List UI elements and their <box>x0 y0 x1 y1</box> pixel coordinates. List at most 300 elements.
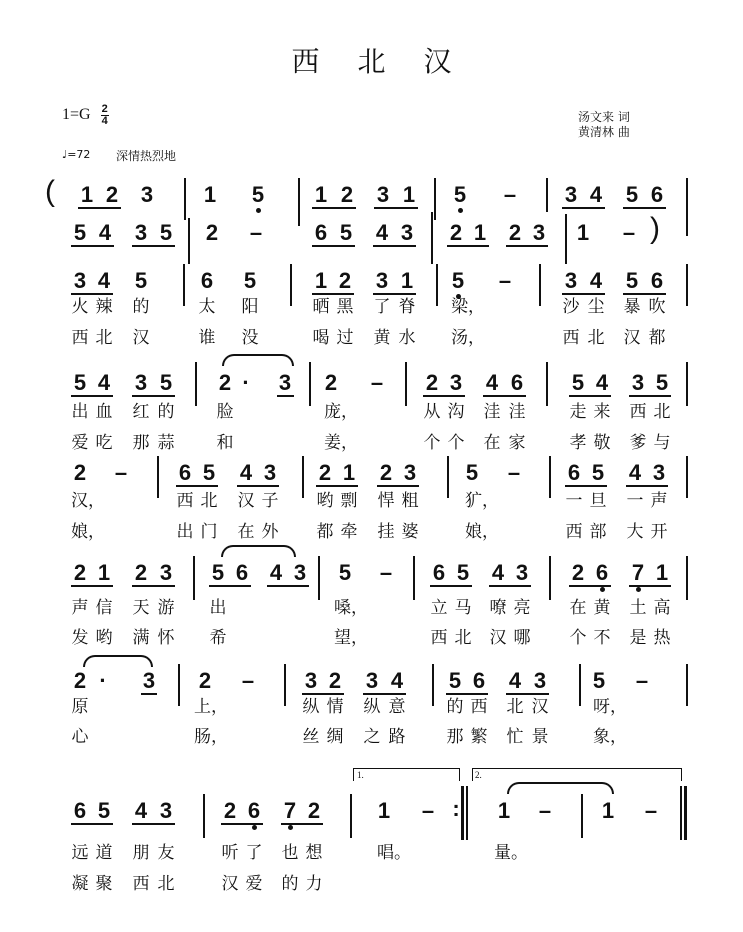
lyric-syllable: 出 <box>176 522 194 542</box>
lyric-syllable: 肠， <box>194 727 228 747</box>
underline-beam <box>506 693 549 695</box>
lyric-syllable: 满 <box>132 628 150 648</box>
lyric-syllable: 西 <box>629 402 647 422</box>
lyric-syllable: 门 <box>200 522 218 542</box>
bar-line <box>686 264 688 306</box>
underline-beam <box>506 245 548 247</box>
lyric-syllable: 是 <box>629 628 647 648</box>
underline-beam <box>78 207 121 209</box>
underline-beam <box>71 823 113 825</box>
underline-beam <box>132 245 175 247</box>
jianpu-note: 6 <box>235 560 249 585</box>
lyric-syllable: 与 <box>653 433 671 453</box>
jianpu-note: 3 <box>400 220 414 245</box>
jianpu-note: 5 <box>243 268 257 293</box>
underline-beam <box>629 585 671 587</box>
lyric-syllable: 都 <box>316 522 334 542</box>
jianpu-note: 6 <box>314 220 328 245</box>
underline-beam <box>430 585 472 587</box>
jianpu-note: – <box>421 798 435 823</box>
lyric-syllable: 喝 <box>312 328 330 348</box>
lyric-syllable: 绸 <box>326 727 344 747</box>
jianpu-note: 4 <box>239 460 253 485</box>
jianpu-note: 2 <box>134 560 148 585</box>
expression-mark: 深情热烈地 <box>116 149 177 163</box>
lyric-syllable: 蒜 <box>157 433 175 453</box>
bar-line <box>184 178 186 220</box>
jianpu-note: 5 <box>211 560 225 585</box>
key-label: 1=G <box>62 106 91 124</box>
lyric-syllable: 发 <box>71 628 89 648</box>
lyric-syllable: 的 <box>281 874 299 894</box>
jianpu-note: 1 <box>377 798 391 823</box>
time-denominator: 4 <box>101 115 108 127</box>
lyric-syllable: 黄 <box>593 598 611 618</box>
bar-line <box>405 362 407 406</box>
underline-beam <box>623 207 666 209</box>
underline-beam <box>562 293 605 295</box>
underline-beam <box>221 823 263 825</box>
jianpu-note: 6 <box>472 668 486 693</box>
jianpu-note: 6 <box>567 460 581 485</box>
jianpu-note: 3 <box>652 460 666 485</box>
bar-line <box>565 214 567 264</box>
jianpu-note: 2 <box>425 370 439 395</box>
jianpu-note: 3 <box>293 560 307 585</box>
lyric-syllable: 西 <box>430 628 448 648</box>
lyric-syllable: 子 <box>261 491 279 511</box>
lyric-syllable: 的 <box>446 697 464 717</box>
underline-beam <box>363 693 406 695</box>
jianpu-note: 3 <box>532 220 546 245</box>
lyric-syllable: 土 <box>629 598 647 618</box>
underline-beam <box>312 207 356 209</box>
jianpu-note: – <box>114 460 128 485</box>
bar-line <box>579 664 581 706</box>
lyric-syllable: 一 <box>626 491 644 511</box>
underline-beam <box>71 293 113 295</box>
jianpu-note: 1 <box>342 460 356 485</box>
lyric-syllable: 高 <box>653 598 671 618</box>
final-bar-thin <box>680 786 682 840</box>
jianpu-note: 5 <box>655 370 669 395</box>
lyric-syllable: 娘， <box>465 522 499 542</box>
jianpu-note: 4 <box>134 798 148 823</box>
jianpu-note: 6 <box>595 560 609 585</box>
lyric-syllable: 西 <box>176 491 194 511</box>
lyric-syllable: 在 <box>237 522 255 542</box>
underline-beam <box>132 395 175 397</box>
lyric-syllable: 吹 <box>648 297 666 317</box>
lyric-syllable: 听 <box>221 843 239 863</box>
low-octave-dot <box>636 587 641 592</box>
lyric-syllable: 西 <box>132 874 150 894</box>
underline-beam <box>312 293 354 295</box>
lyricist-credit: 汤文来 词 <box>578 110 630 124</box>
jianpu-note: 1 <box>402 182 416 207</box>
lyric-syllable: 路 <box>388 727 406 747</box>
low-octave-dot <box>256 208 261 213</box>
jianpu-note: 2 <box>449 220 463 245</box>
bar-line <box>546 178 548 212</box>
jianpu-note: 5 <box>456 560 470 585</box>
jianpu-note: 3 <box>278 370 292 395</box>
lyric-syllable: 了 <box>245 843 263 863</box>
bar-line <box>549 556 551 600</box>
jianpu-note: – <box>498 268 512 293</box>
jianpu-note: – <box>644 798 658 823</box>
lyric-syllable: 牵 <box>340 522 358 542</box>
underline-beam <box>374 207 418 209</box>
underline-beam <box>209 585 251 587</box>
bar-line <box>318 556 320 600</box>
jianpu-note: 2 <box>508 220 522 245</box>
lyric-syllable: 北 <box>95 328 113 348</box>
lyric-syllable: 汉 <box>623 328 641 348</box>
jianpu-note: 3 <box>403 460 417 485</box>
lyric-syllable: 信 <box>95 598 113 618</box>
bar-line <box>290 264 292 306</box>
repeat-colon: : <box>452 796 460 821</box>
jianpu-note: 6 <box>432 560 446 585</box>
lyric-syllable: 北 <box>157 874 175 894</box>
jianpu-note: – <box>507 460 521 485</box>
lyric-syllable: 梁， <box>451 297 485 317</box>
lyric-syllable: 血 <box>95 402 113 422</box>
jianpu-note: 3 <box>263 460 277 485</box>
lyric-syllable: 北 <box>506 697 524 717</box>
jianpu-note: 2 <box>324 370 338 395</box>
lyric-syllable: 的 <box>157 402 175 422</box>
lyric-syllable: 洼 <box>508 402 526 422</box>
lyric-syllable: 个 <box>447 433 465 453</box>
jianpu-note: 5 <box>73 220 87 245</box>
tempo-mark: ♩=72 <box>62 148 91 161</box>
lyric-syllable: 暴 <box>623 297 641 317</box>
jianpu-note: 4 <box>485 370 499 395</box>
bar-line <box>546 362 548 406</box>
lyric-syllable: 都 <box>648 328 666 348</box>
lyric-syllable: 忙 <box>506 727 524 747</box>
tie-arc <box>221 545 296 557</box>
underline-beam <box>373 293 416 295</box>
lyric-syllable: 了 <box>373 297 391 317</box>
lyric-syllable: 西 <box>562 328 580 348</box>
lyric-syllable: 丝 <box>302 727 320 747</box>
lyric-syllable: 嗓， <box>334 598 368 618</box>
low-octave-dot <box>458 208 463 213</box>
jianpu-note: 4 <box>628 460 642 485</box>
jianpu-note: 5 <box>251 182 265 207</box>
bar-line <box>549 456 551 498</box>
jianpu-note: 3 <box>159 560 173 585</box>
low-octave-dot <box>288 825 293 830</box>
underline-beam <box>629 395 671 397</box>
lyric-syllable: 纵 <box>302 697 320 717</box>
tie-arc <box>222 354 294 366</box>
bar-line <box>434 178 436 220</box>
lyric-syllable: 不 <box>593 628 611 648</box>
jianpu-note: 4 <box>589 268 603 293</box>
lyric-syllable: 没 <box>241 328 259 348</box>
jianpu-note: 5 <box>625 268 639 293</box>
underline-beam <box>569 585 611 587</box>
lyric-syllable: 从 <box>423 402 441 422</box>
lyric-syllable: 游 <box>157 598 175 618</box>
jianpu-note: 5 <box>592 668 606 693</box>
close-paren: ) <box>650 212 660 245</box>
jianpu-note: 4 <box>390 668 404 693</box>
jianpu-note: 3 <box>134 220 148 245</box>
jianpu-note: 1 <box>203 182 217 207</box>
jianpu-note: 3 <box>159 798 173 823</box>
jianpu-note: – <box>241 668 255 693</box>
lyric-syllable: 娘， <box>71 522 105 542</box>
jianpu-note: 7 <box>631 560 645 585</box>
bar-line <box>284 664 286 706</box>
lyric-syllable: 火 <box>71 297 89 317</box>
lyric-syllable: 水 <box>398 328 416 348</box>
lyric-syllable: 聚 <box>95 874 113 894</box>
jianpu-note: – <box>379 560 393 585</box>
jianpu-note: · <box>99 668 107 693</box>
underline-beam <box>623 293 666 295</box>
lyric-syllable: 心 <box>71 727 89 747</box>
lyric-syllable: 尘 <box>587 297 605 317</box>
lyric-syllable: 想 <box>305 843 323 863</box>
lyric-syllable: 外 <box>261 522 279 542</box>
jianpu-note: 3 <box>631 370 645 395</box>
lyric-syllable: 汉 <box>221 874 239 894</box>
jianpu-note: 2 <box>318 460 332 485</box>
lyric-syllable: 原 <box>71 697 89 717</box>
jianpu-note: – <box>622 220 636 245</box>
lyric-syllable: 象， <box>593 727 627 747</box>
time-numerator: 2 <box>101 103 108 115</box>
open-paren: ( <box>45 175 55 208</box>
bar-line <box>686 362 688 406</box>
lyric-syllable: 走 <box>569 402 587 422</box>
jianpu-note: 2 <box>307 798 321 823</box>
jianpu-note: 7 <box>283 798 297 823</box>
lyric-syllable: 西 <box>71 328 89 348</box>
lyric-syllable: 景 <box>531 727 549 747</box>
final-bar-thick <box>684 786 687 840</box>
lyric-syllable: 也 <box>281 843 299 863</box>
song-title: 西北汉 <box>291 45 490 78</box>
lyric-syllable: 粗 <box>401 491 419 511</box>
lyric-syllable: 朋 <box>132 843 150 863</box>
jianpu-note: 2 <box>328 668 342 693</box>
underline-beam <box>71 395 113 397</box>
jianpu-note: 4 <box>375 220 389 245</box>
lyric-syllable: 个 <box>569 628 587 648</box>
volta-bracket-2 <box>472 768 682 781</box>
jianpu-note: 5 <box>73 370 87 395</box>
underline-beam <box>483 395 526 397</box>
bar-line <box>686 456 688 498</box>
jianpu-note: – <box>635 668 649 693</box>
lyric-syllable: 马 <box>454 598 472 618</box>
bar-line <box>309 362 311 406</box>
jianpu-note: 6 <box>73 798 87 823</box>
bar-line <box>203 794 205 838</box>
jianpu-note: 3 <box>365 668 379 693</box>
jianpu-note: 6 <box>178 460 192 485</box>
underline-beam <box>267 585 309 587</box>
lyric-syllable: 晒 <box>312 297 330 317</box>
jianpu-note: 4 <box>97 370 111 395</box>
lyric-syllable: 那 <box>446 727 464 747</box>
jianpu-note: 4 <box>97 268 111 293</box>
lyric-syllable: 黑 <box>336 297 354 317</box>
jianpu-note: 1 <box>497 798 511 823</box>
lyric-syllable: 凝 <box>71 874 89 894</box>
lyric-syllable: 希 <box>209 628 227 648</box>
lyric-syllable: 上， <box>194 697 228 717</box>
jianpu-note: 2 <box>105 182 119 207</box>
bar-line <box>157 456 159 498</box>
lyric-syllable: 远 <box>71 843 89 863</box>
bar-line <box>302 456 304 498</box>
jianpu-note: 2 <box>571 560 585 585</box>
jianpu-note: 2 <box>218 370 232 395</box>
lyric-syllable: 声 <box>71 598 89 618</box>
jianpu-note: 2 <box>73 668 87 693</box>
lyric-syllable: 天 <box>132 598 150 618</box>
lyric-syllable: 纵 <box>363 697 381 717</box>
jianpu-note: 3 <box>140 182 154 207</box>
jianpu-note: 3 <box>515 560 529 585</box>
lyric-syllable: 汉 <box>132 328 150 348</box>
lyric-syllable: 西 <box>470 697 488 717</box>
underline-beam <box>71 245 114 247</box>
jianpu-note: 5 <box>591 460 605 485</box>
underline-beam <box>71 585 113 587</box>
lyric-syllable: 唱。 <box>377 843 411 863</box>
jianpu-note: – <box>370 370 384 395</box>
underline-beam <box>447 245 489 247</box>
jianpu-note: – <box>538 798 552 823</box>
underline-beam <box>626 485 668 487</box>
bar-line <box>188 218 190 264</box>
lyric-syllable: 友 <box>157 843 175 863</box>
lyric-syllable: 力 <box>305 874 323 894</box>
jianpu-note: 1 <box>473 220 487 245</box>
lyric-syllable: 北 <box>653 402 671 422</box>
underline-beam <box>316 485 358 487</box>
lyric-syllable: 情 <box>326 697 344 717</box>
lyric-syllable: 犷， <box>465 491 499 511</box>
jianpu-note: 2 <box>198 668 212 693</box>
lyric-syllable: 望， <box>334 628 368 648</box>
repeat-double-bar-thin <box>466 786 468 840</box>
jianpu-note: 5 <box>465 460 479 485</box>
lyric-syllable: 汤， <box>451 328 485 348</box>
lyric-syllable: 脸 <box>216 402 234 422</box>
lyric-syllable: 黄 <box>373 328 391 348</box>
lyric-syllable: 爱 <box>245 874 263 894</box>
lyric-syllable: 汉， <box>71 491 105 511</box>
jianpu-note: – <box>249 220 263 245</box>
lyric-syllable: 阳 <box>241 297 259 317</box>
jianpu-note: 6 <box>200 268 214 293</box>
jianpu-note: – <box>503 182 517 207</box>
lyric-syllable: 洼 <box>483 402 501 422</box>
lyric-syllable: 汉 <box>531 697 549 717</box>
underline-beam <box>237 485 279 487</box>
jianpu-note: 2 <box>379 460 393 485</box>
jianpu-note: 5 <box>338 560 352 585</box>
lyric-syllable: 剽 <box>340 491 358 511</box>
underline-beam <box>565 485 607 487</box>
lyric-syllable: 怀 <box>157 628 175 648</box>
lyric-syllable: 在 <box>483 433 501 453</box>
lyric-syllable: 汉 <box>489 628 507 648</box>
underline-beam <box>277 395 294 397</box>
lyric-syllable: 繁 <box>470 727 488 747</box>
underline-beam <box>312 245 355 247</box>
bar-line <box>686 556 688 600</box>
jianpu-note: 5 <box>448 668 462 693</box>
lyric-syllable: 脊 <box>398 297 416 317</box>
jianpu-note: 3 <box>564 268 578 293</box>
lyric-syllable: 那 <box>132 433 150 453</box>
lyric-syllable: 在 <box>569 598 587 618</box>
jianpu-note: 4 <box>589 182 603 207</box>
lyric-syllable: 孝 <box>569 433 587 453</box>
underline-beam <box>176 485 218 487</box>
lyric-syllable: 声 <box>650 491 668 511</box>
bar-line <box>178 664 180 706</box>
jianpu-note: 2 <box>205 220 219 245</box>
jianpu-note: 4 <box>269 560 283 585</box>
jianpu-note: 5 <box>571 370 585 395</box>
bar-line <box>195 362 197 406</box>
jianpu-note: 6 <box>510 370 524 395</box>
jianpu-note: 4 <box>491 560 505 585</box>
bar-line <box>298 178 300 226</box>
jianpu-note: 4 <box>595 370 609 395</box>
jianpu-note: 3 <box>304 668 318 693</box>
bar-line <box>413 556 415 600</box>
jianpu-note: 5 <box>159 220 173 245</box>
bar-line <box>436 264 438 306</box>
jianpu-note: 3 <box>134 370 148 395</box>
lyric-syllable: 大 <box>626 522 644 542</box>
jianpu-note: 1 <box>80 182 94 207</box>
jianpu-note: 1 <box>655 560 669 585</box>
lyric-syllable: 挂 <box>377 522 395 542</box>
bar-line <box>686 664 688 706</box>
tie-arc <box>83 655 153 667</box>
jianpu-note: 3 <box>375 268 389 293</box>
lyric-syllable: 道 <box>95 843 113 863</box>
underline-beam <box>141 693 157 695</box>
lyric-syllable: 出 <box>71 402 89 422</box>
lyric-syllable: 热 <box>653 628 671 648</box>
lyric-syllable: 太 <box>198 297 216 317</box>
lyric-syllable: 开 <box>650 522 668 542</box>
lyric-syllable: 沙 <box>562 297 580 317</box>
bar-line <box>350 794 352 838</box>
bar-line <box>447 456 449 498</box>
lyric-syllable: 和 <box>216 433 234 453</box>
underline-beam <box>373 245 416 247</box>
underline-beam <box>446 693 488 695</box>
lyric-syllable: 辣 <box>95 297 113 317</box>
lyric-syllable: 爱 <box>71 433 89 453</box>
